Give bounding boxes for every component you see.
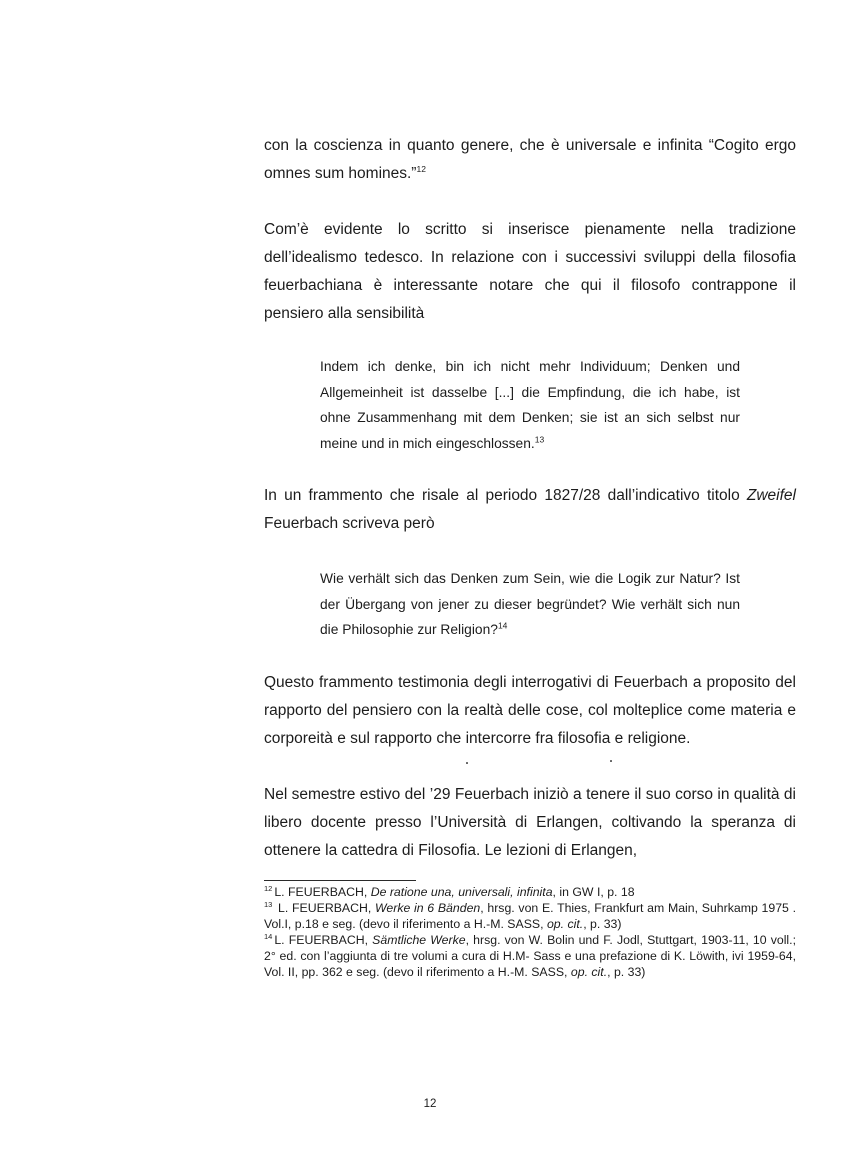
footnote-13	[264, 900, 796, 932]
footnote-number: 14	[264, 931, 273, 941]
footnote-text: L. FEUERBACH,	[274, 933, 373, 947]
scan-speck	[466, 762, 468, 764]
footnote-text: , hrsg. von E. Thies, Frankfurt am Main, Suhrkamp 1975 . Vol.I, p.18 e seg. (devo il riferimento a H.-M. SASS,	[264, 901, 796, 931]
scan-speck	[610, 760, 612, 762]
footnote-title: De ratione una, universali, infinita	[370, 885, 553, 899]
paragraph-intro	[264, 132, 796, 188]
paragraph-fragment	[264, 669, 796, 753]
footnote-text: L. FEUERBACH,	[274, 885, 371, 899]
footnote-text: , p. 33)	[583, 917, 622, 931]
paragraph-erlangen	[264, 781, 796, 865]
footnote-ref-12[interactable]: 12	[416, 163, 426, 174]
paragraph-intro-text: con la coscienza in quanto genere, che è universale e infinita “Cogito ergo omnes sum homines.”	[264, 137, 796, 182]
footnote-text: , hrsg. von W. Bolin und F. Jodl, Stuttgart, 1903-11, 10 voll.; 2° ed. con l’aggiunta di tre volumi a cura di H.M- Sass e una prefazione di K. Löwith, ivi 1959-64, Vol. II, pp. 362 e seg. (devo il riferimento a H.-M. SASS,	[264, 933, 796, 979]
footnote-text: , p. 33)	[607, 965, 646, 979]
paragraph-zweifel	[264, 482, 796, 538]
footnote-number: 12	[264, 883, 273, 893]
blockquote-denken	[320, 354, 740, 456]
footnote-separator	[264, 880, 416, 881]
footnote-ref-14[interactable]: 14	[497, 620, 508, 631]
footnote-14	[264, 932, 796, 980]
blockquote-sein-text: Wie verhält sich das Denken zum Sein, wie die Logik zur Natur? Ist der Übergang von jener zu dieser begründet? Wie verhält sich nun die Philosophie zur Religion?	[320, 571, 740, 637]
footnote-title: op. cit.	[546, 917, 584, 931]
paragraph-idealism-text: Com’è evidente lo scritto si inserisce pienamente nella tradizione dell’idealismo tedesco. In relazione con i successivi sviluppi della filosofia feuerbachiana è interessante notare che qui il filosofo contrappone il pensiero alla sensibilità	[264, 221, 796, 322]
footnotes	[264, 884, 796, 980]
paragraph-zweifel-text-a: In un frammento che risale al periodo 1827/28 dall’indicativo titolo	[264, 487, 747, 504]
footnote-12	[264, 884, 796, 900]
page-number: 12	[423, 1098, 437, 1110]
footnote-number: 13	[264, 899, 273, 909]
footnote-title: op. cit.	[570, 965, 608, 979]
paragraph-zweifel-text-b: Feuerbach scriveva però	[264, 515, 435, 532]
paragraph-fragment-text: Questo frammento testimonia degli interrogativi di Feuerbach a proposito del rapporto del pensiero con la realtà delle cose, col molteplice come materia e corporeità e sul rapporto che intercorre fra filosofia e religione.	[264, 674, 796, 747]
zweifel-title: Zweifel	[746, 487, 796, 504]
paragraph-erlangen-text: Nel semestre estivo del ’29 Feuerbach iniziò a tenere il suo corso in qualità di libero docente presso l’Università di Erlangen, coltivando la speranza di ottenere la cattedra di Filosofia. Le lezioni di Erlangen,	[264, 786, 796, 859]
footnote-text: L. FEUERBACH,	[274, 901, 375, 915]
blockquote-sein	[320, 566, 740, 643]
footnote-title: Sämtliche Werke	[372, 933, 466, 947]
footnote-title: Werke in 6 Bänden	[375, 901, 481, 915]
paragraph-idealism	[264, 216, 796, 328]
footnote-text: , in GW I, p. 18	[552, 885, 635, 899]
blockquote-denken-text: Indem ich denke, bin ich nicht mehr Individuum; Denken und Allgemeinheit ist dasselbe [...] die Empfindung, die ich habe, ist ohne Zusammenhang mit dem Denken; sie ist an sich selbst nur meine und in mich eingeschlossen.	[320, 359, 740, 451]
footnote-ref-13[interactable]: 13	[534, 433, 545, 444]
